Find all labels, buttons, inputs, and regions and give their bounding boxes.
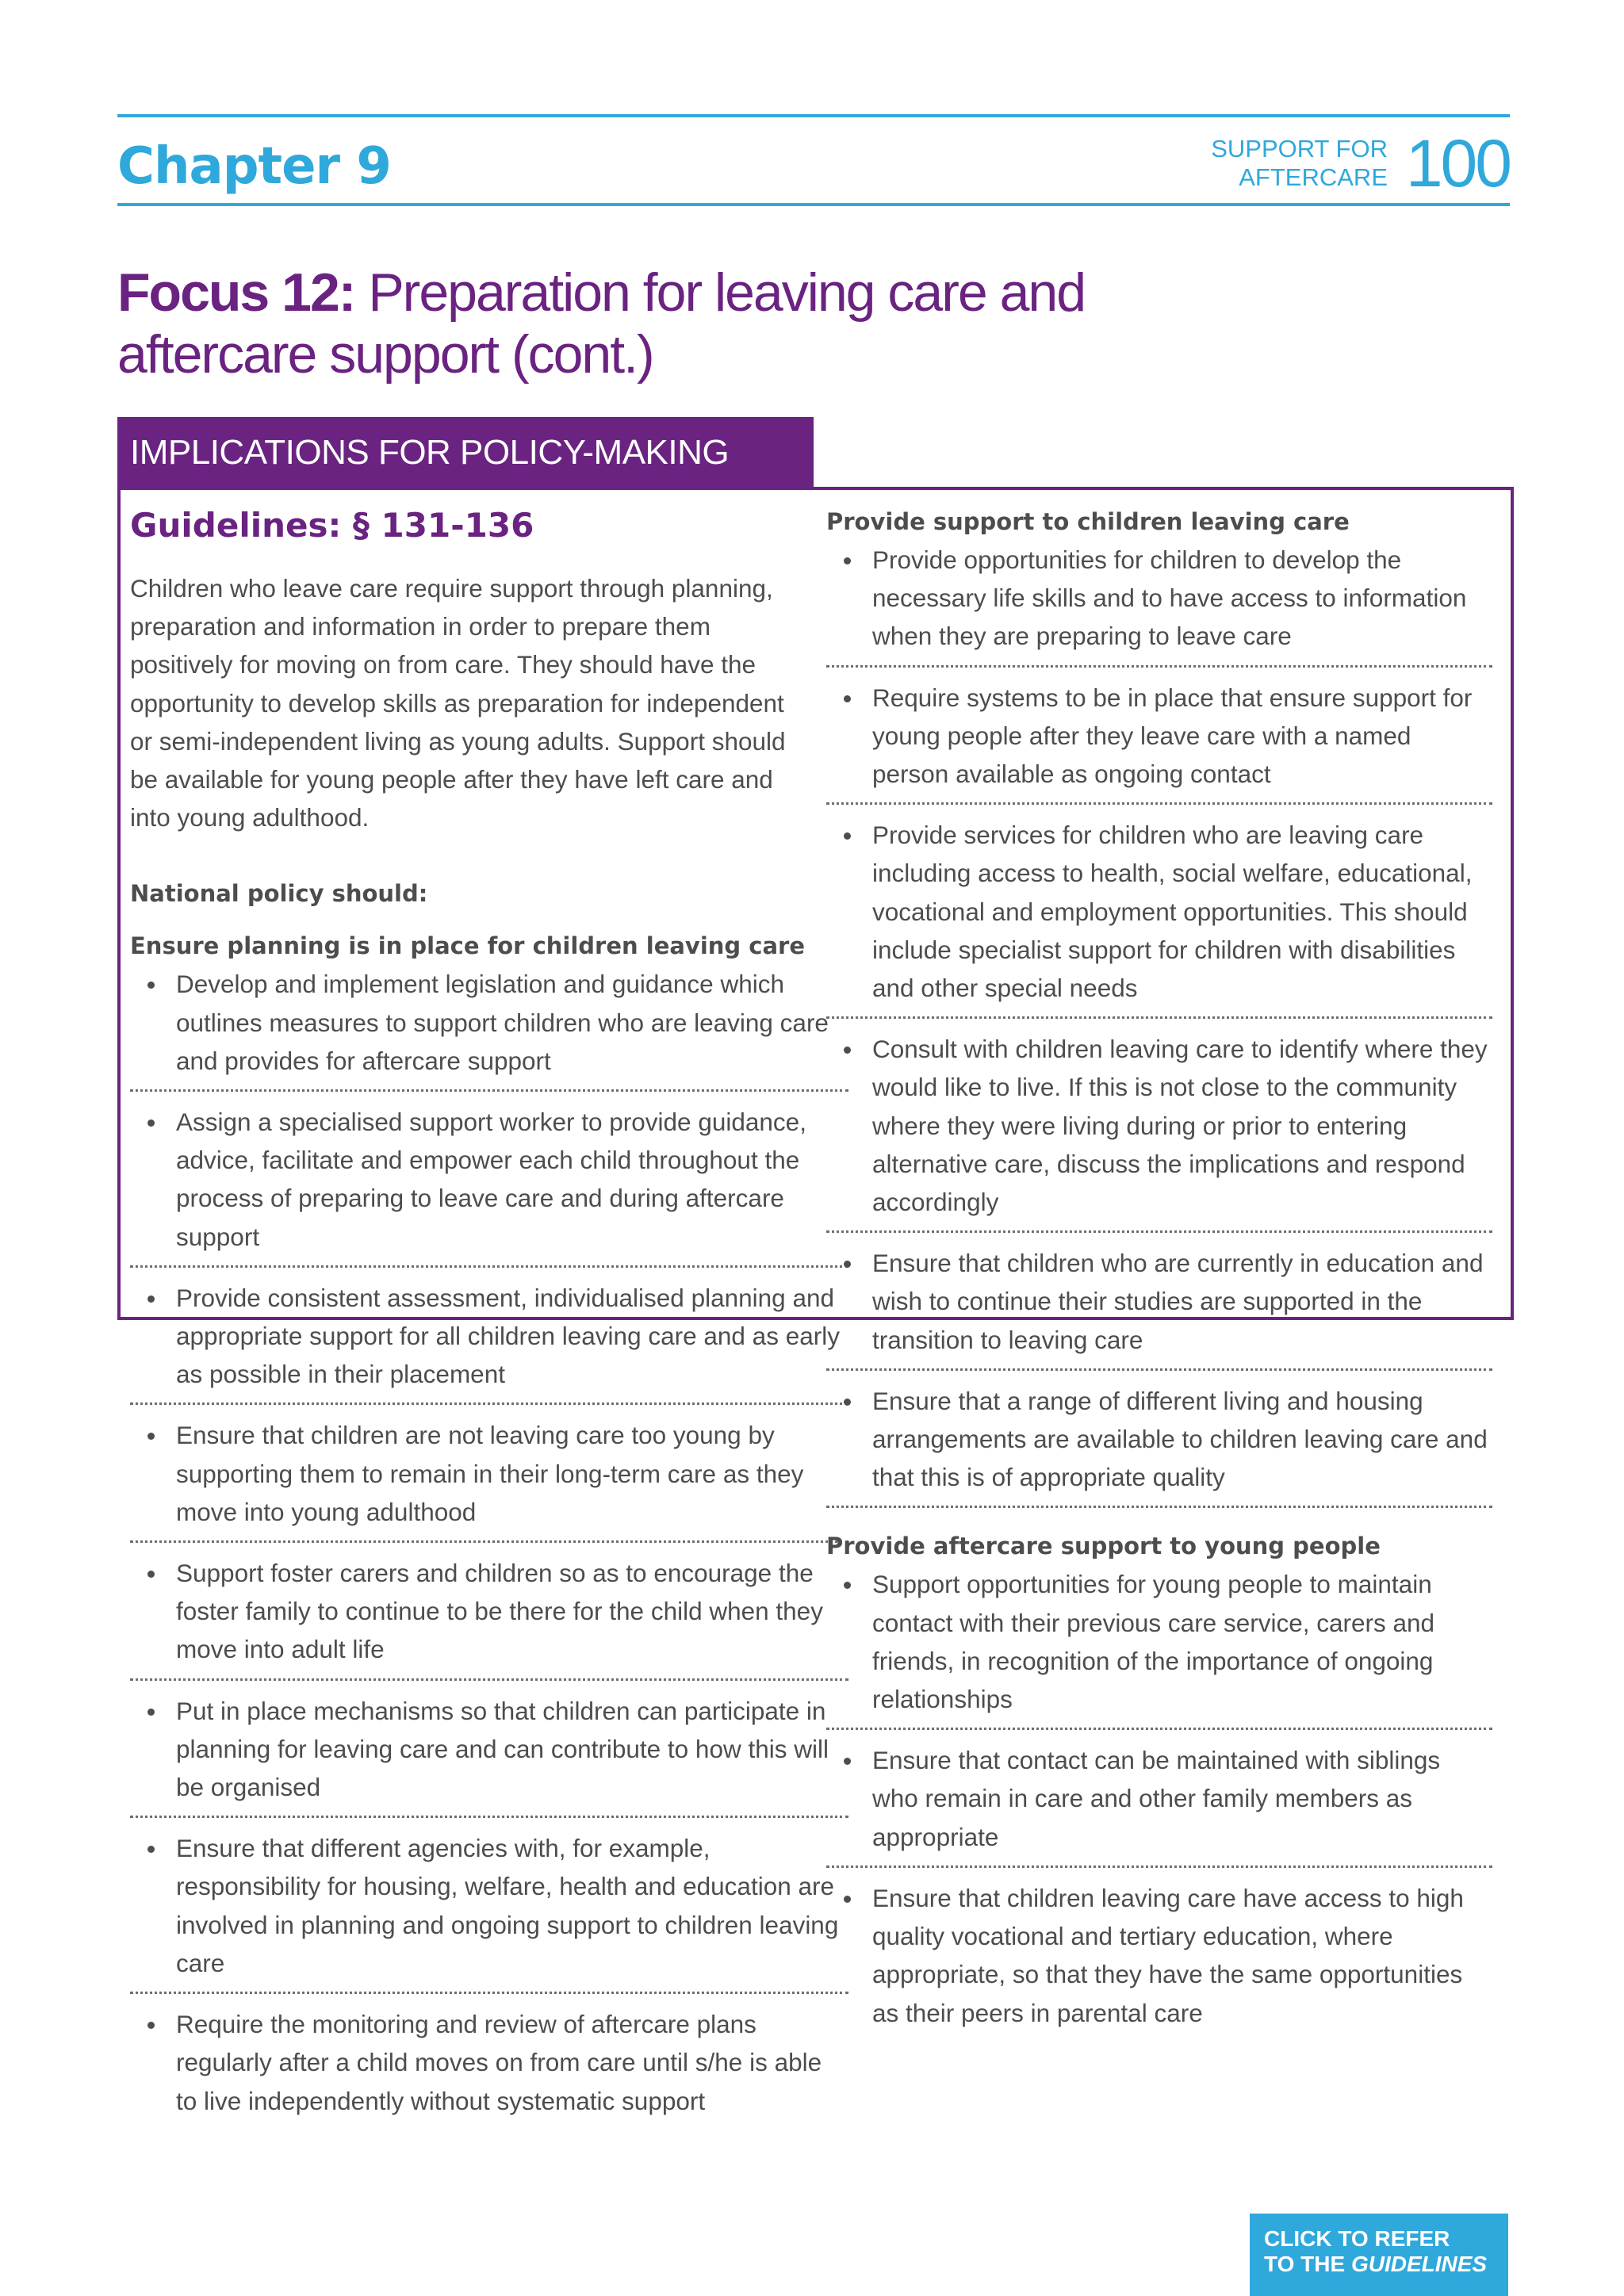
- bullet-dot-icon: [844, 557, 851, 564]
- list-item: Ensure that children who are currently in education and wish to continue their studies are supported in the transition to leaving care: [826, 1244, 1492, 1371]
- list-item: Assign a specialised support worker to provide guidance, advice, facilitate and empower each child throughout the process of preparing to leave care and during aftercare support: [130, 1103, 848, 1268]
- bullet-dot-icon: [844, 1582, 851, 1589]
- list-item: Put in place mechanisms so that children can participate in planning for leaving care and can contribute to how this will be organised: [130, 1692, 848, 1819]
- top-rule: [117, 114, 1510, 117]
- aftercare-bullet-list: [826, 1565, 1499, 2041]
- list-item: Ensure that children leaving care have access to high quality vocational and tertiary education, where appropriate, so that they have the same opportunities as their peers in parental care: [826, 1879, 1492, 2042]
- section-label: [1211, 135, 1388, 192]
- support-bullet-list: [826, 541, 1499, 1508]
- bullet-dot-icon: [147, 1846, 155, 1853]
- group-heading-aftercare: Provide aftercare support to young people: [826, 1533, 1381, 1560]
- list-item: Consult with children leaving care to identify where they would like to live. If this is not close to the community where they were living during or prior to entering alternative care, discuss the implications and respond accordingly: [826, 1030, 1492, 1233]
- button-line1: CLICK TO REFER: [1264, 2226, 1450, 2251]
- list-item: Support opportunities for young people to maintain contact with their previous care service, carers and friends, in recognition of the importance of ongoing relationships: [826, 1565, 1492, 1730]
- list-item: Provide services for children who are leaving care including access to health, social welfare, educational, vocational and employment opportunities. This should include specialist support for children with disabilities and other special needs: [826, 816, 1492, 1019]
- group-heading-planning: Ensure planning is in place for children leaving care: [130, 932, 806, 960]
- policy-section-header: IMPLICATIONS FOR POLICY-MAKING: [117, 417, 814, 488]
- bullet-dot-icon: [844, 832, 851, 840]
- list-item: Support foster carers and children so as to encourage the foster family to continue to be there for the child when they move into adult life: [130, 1554, 848, 1681]
- bullet-dot-icon: [844, 1896, 851, 1903]
- bullet-dot-icon: [147, 1433, 155, 1440]
- page-number: 100: [1405, 126, 1510, 201]
- list-item: Provide consistent assessment, individualised planning and appropriate support for all children leaving care and as early as possible in their placement: [130, 1279, 848, 1406]
- right-column: [826, 490, 1499, 2053]
- list-item: Ensure that contact can be maintained with siblings who remain in care and other family members as appropriate: [826, 1741, 1492, 1868]
- bullet-dot-icon: [844, 1047, 851, 1054]
- bullet-dot-icon: [147, 982, 155, 989]
- focus-title: [117, 262, 1148, 385]
- list-item: Require systems to be in place that ensure support for young people after they leave care with a named person available as ongoing contact: [826, 679, 1492, 806]
- bullet-dot-icon: [844, 695, 851, 702]
- guidelines-title: Guidelines: § 131-136: [130, 506, 534, 545]
- bullet-dot-icon: [844, 1399, 851, 1406]
- refer-to-guidelines-button[interactable]: [1250, 2214, 1508, 2296]
- bullet-dot-icon: [147, 1709, 155, 1716]
- list-item: Require the monitoring and review of aftercare plans regularly after a child moves on from care until s/he is able to live independently without systematic support: [130, 2005, 848, 2130]
- left-column: [130, 490, 921, 2141]
- bullet-dot-icon: [147, 1295, 155, 1303]
- intro-paragraph: Children who leave care require support through planning, preparation and information in order to prepare them positively for moving on from care. They should have the opportunity to develop skills as preparation for independent or semi-independent living as young adults. Support should be available for young people after they have left care and into young adulthood.: [130, 574, 786, 832]
- button-line2: TO THE GUIDELINES: [1264, 2252, 1488, 2276]
- planning-bullet-list: [130, 965, 921, 2129]
- bullet-dot-icon: [844, 1758, 851, 1765]
- list-item: Ensure that different agencies with, for example, responsibility for housing, welfare, health and education are involved in planning and ongoing support to children leaving care: [130, 1829, 848, 1994]
- bullet-dot-icon: [147, 1571, 155, 1578]
- focus-title-number: Focus 12:: [117, 262, 355, 323]
- bullet-dot-icon: [147, 2022, 155, 2029]
- list-item: Provide opportunities for children to develop the necessary life skills and to have access to information when they are preparing to leave care: [826, 541, 1492, 668]
- bullet-dot-icon: [844, 1261, 851, 1268]
- list-item: Develop and implement legislation and guidance which outlines measures to support children who are leaving care and provides for aftercare support: [130, 965, 848, 1092]
- bullet-dot-icon: [147, 1119, 155, 1127]
- section-label-line2: AFTERCARE: [1239, 163, 1388, 191]
- focus-title-text: Preparation for leaving care and aftercare support (cont.): [117, 262, 1086, 385]
- list-item: Ensure that a range of different living and housing arrangements are available to children leaving care and that this is of appropriate quality: [826, 1382, 1492, 1509]
- section-label-line1: SUPPORT FOR: [1211, 135, 1388, 163]
- list-item: Ensure that children are not leaving care too young by supporting them to remain in their long-term care as they move into young adulthood: [130, 1416, 848, 1543]
- chapter-title: Chapter 9: [117, 137, 391, 196]
- group-heading-support: Provide support to children leaving care: [826, 508, 1350, 535]
- policy-box: [117, 487, 1514, 2115]
- national-policy-label: National policy should:: [130, 880, 428, 908]
- header-bottom-rule: [117, 203, 1510, 206]
